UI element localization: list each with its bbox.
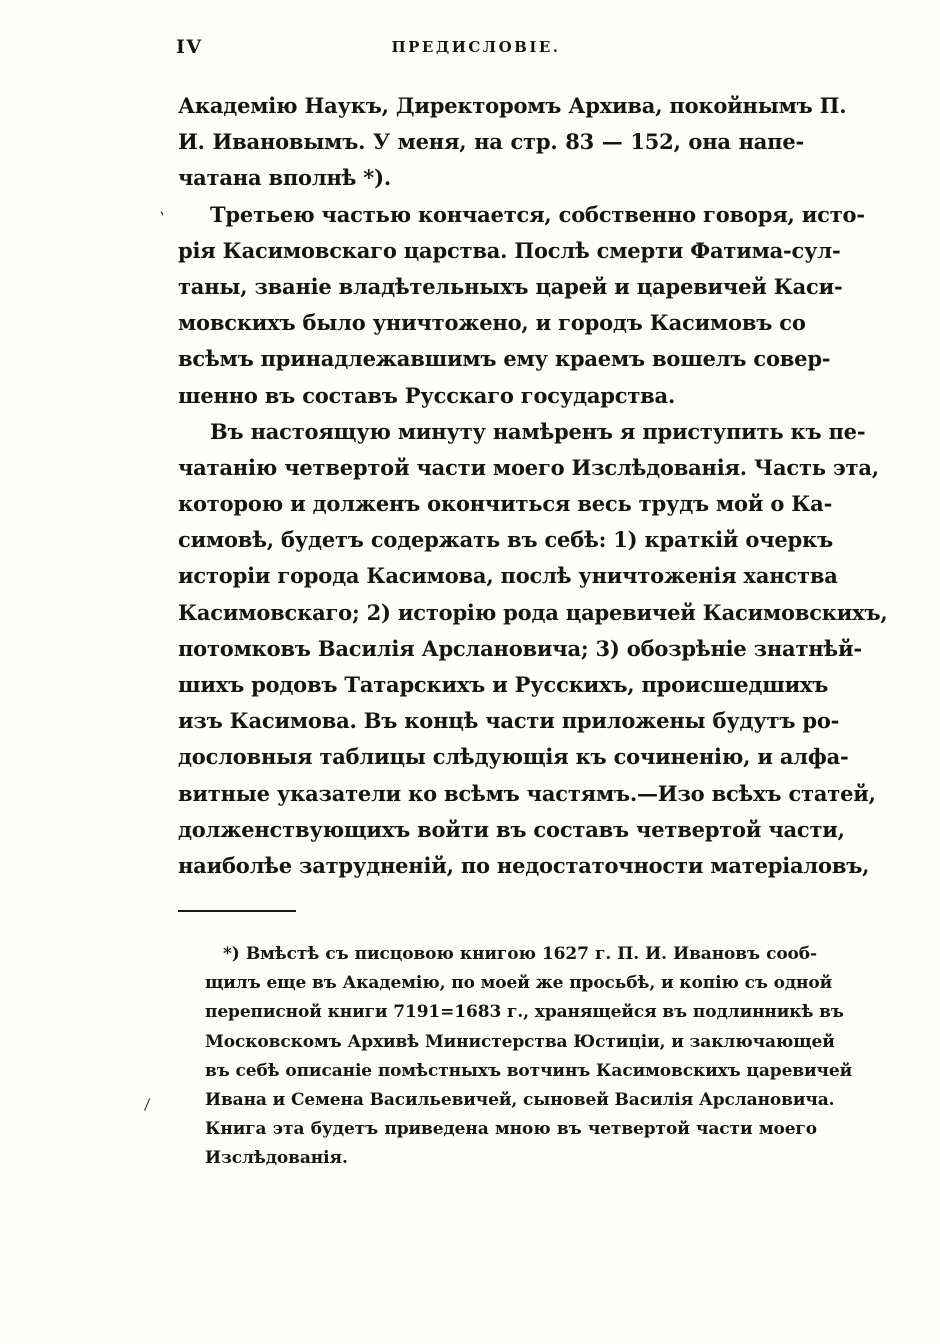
text-line: наиболѣе затрудненій, по недостаточности матеріаловъ, [178, 852, 870, 878]
text-line: Московскомъ Архивѣ Министерства Юстиціи, и заключающей [205, 1031, 835, 1052]
text-line: Въ настоящую минуту намѣренъ я приступить къ пе- [210, 418, 866, 444]
text-line: изъ Касимова. Въ концѣ части приложены будутъ ро- [178, 708, 840, 734]
text-line: дословныя таблицы слѣдующія къ сочиненію, и алфа- [178, 744, 849, 770]
footnote-separator-rule [178, 910, 296, 912]
text-line: потомковъ Василія Арслановича; 3) обозрѣніе знатнѣй- [178, 635, 862, 661]
text-line: которою и долженъ окончиться весь трудъ мой о Ка- [178, 491, 833, 517]
text-line: шихъ родовъ Татарскихъ и Русскихъ, происшедшихъ [178, 672, 829, 697]
text-line: витные указатели ко всѣмъ частямъ.—Изо всѣхъ статей, [178, 780, 876, 806]
text-line: щилъ еще въ Академію, по моей же просьбѣ, и копію съ одной [205, 973, 833, 994]
text-line: въ себѣ описаніе помѣстныхъ вотчинъ Касимовскихъ царевичей [205, 1060, 853, 1081]
running-title: ПРЕДИСЛОВІЕ. [391, 38, 561, 56]
text-line: Изслѣдованія. [205, 1148, 348, 1169]
text-line: чатанію четвертой части моего Изслѣдованія. Часть эта, [178, 454, 879, 480]
main-text-block [178, 88, 888, 884]
text-line: симовѣ, будетъ содержать въ себѣ: 1) краткій очеркъ [178, 527, 833, 553]
text-line: шенно въ составъ Русскаго государства. [178, 382, 676, 408]
text-line: *) Вмѣстѣ съ писцовою книгою 1627 г. П. И. Ивановъ сооб- [223, 944, 817, 964]
text-line: мовскихъ было уничтожено, и городъ Касимовъ со [178, 310, 806, 336]
text-line: чатана вполнѣ *). [178, 165, 391, 191]
page-number: IV [176, 36, 203, 58]
text-line: переписной книги 7191=1683 г., хранящейся въ подлинникѣ въ [205, 1002, 844, 1023]
scan-artifact-mark: ⁄ [144, 1095, 150, 1115]
text-line: Касимовскаго; 2) исторію рода царевичей Касимовскихъ, [178, 599, 888, 625]
footnote-text-block [205, 940, 853, 1174]
text-line: Книга эта будетъ приведена мною въ четвертой части моего [205, 1119, 817, 1140]
text-line: таны, званіе владѣтельныхъ царей и царевичей Каси- [178, 273, 843, 299]
scan-artifact-mark: ˋ [154, 209, 168, 229]
text-line: Академію Наукъ, Директоромъ Архива, покойнымъ П. [178, 93, 847, 118]
text-line: И. Ивановымъ. У меня, на стр. 83 — 152, она напе- [178, 129, 804, 155]
text-line: рія Касимовскаго царства. Послѣ смерти Фатима-сул- [178, 237, 841, 263]
page-header [178, 34, 802, 60]
text-line: всѣмъ принадлежавшимъ ему краемъ вошелъ совер- [178, 346, 831, 372]
text-line: Третьею частью кончается, собственно говоря, исто- [210, 201, 865, 227]
text-line: долженствующихъ войти въ составъ четвертой части, [178, 816, 845, 842]
text-line: исторіи города Касимова, послѣ уничтоженія ханства [178, 563, 838, 589]
text-line: Ивана и Семена Васильевичей, сыновей Василія Арслановича. [205, 1089, 835, 1110]
